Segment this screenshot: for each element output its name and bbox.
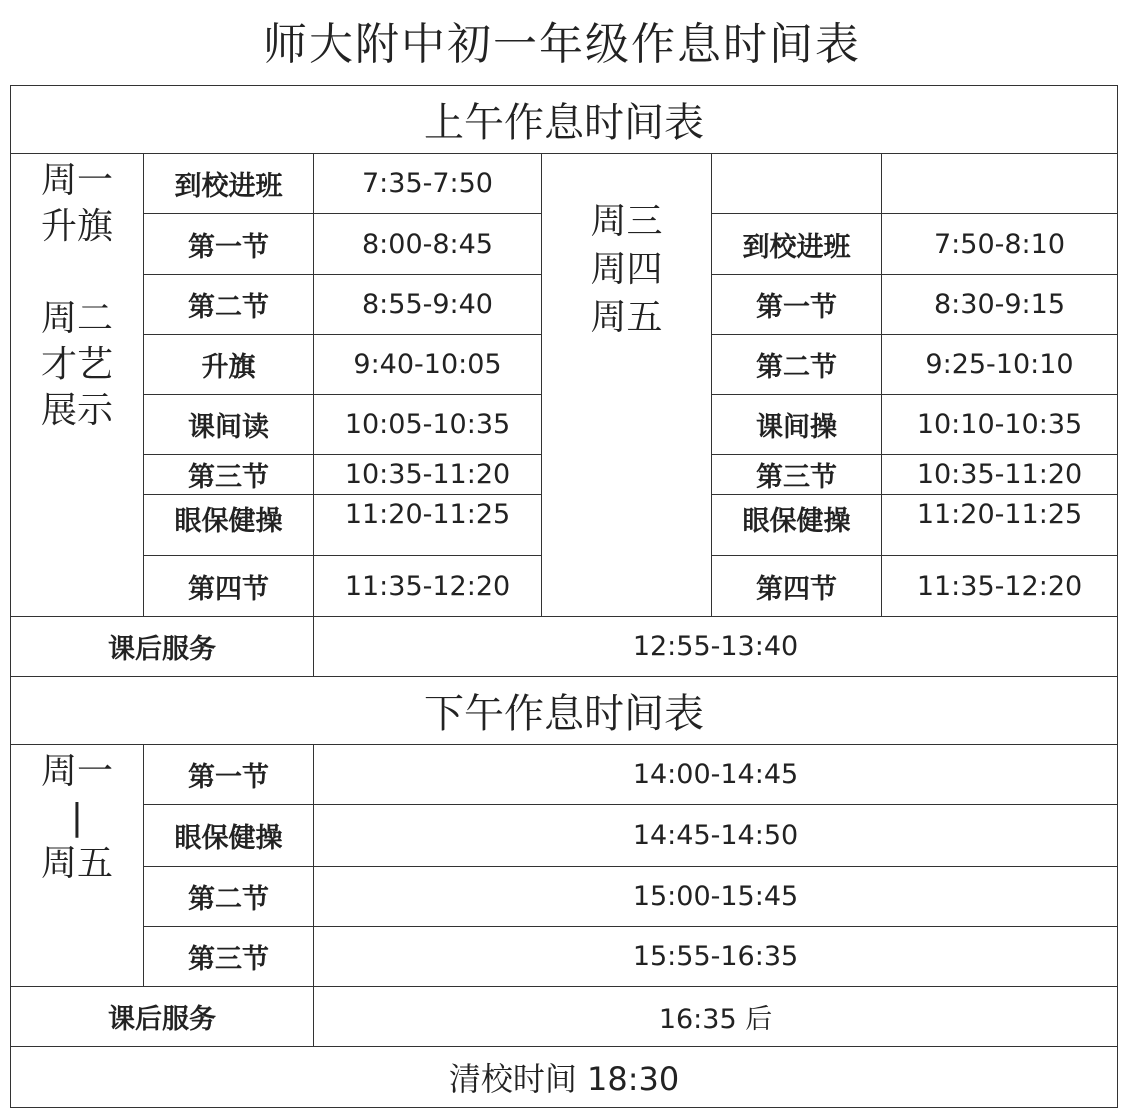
right-label: 第一节 [712,275,882,335]
pm-after-service-time: 16:35 后 [314,987,1118,1047]
morning-header: 上午作息时间表 [11,86,1118,154]
pm-label: 第二节 [144,867,314,927]
right-label: 第三节 [712,455,882,495]
closing-time: 清校时间 18:30 [11,1047,1118,1108]
left-label: 第四节 [144,556,314,617]
morning-right-days: 周三 周四 周五 [542,154,712,617]
right-time: 9:25-10:10 [882,335,1118,395]
right-time: 11:20-11:25 [882,495,1118,556]
left-label: 眼保健操 [144,495,314,556]
right-time: 8:30-9:15 [882,275,1118,335]
left-time: 11:35-12:20 [314,556,542,617]
pm-time: 14:00-14:45 [314,745,1118,805]
schedule-table [10,85,1118,1108]
pm-after-service-label: 课后服务 [11,987,314,1047]
left-time: 9:40-10:05 [314,335,542,395]
page-title: 师大附中初一年级作息时间表 [263,19,861,70]
left-time: 8:55-9:40 [314,275,542,335]
left-label: 升旗 [144,335,314,395]
pm-label: 第一节 [144,745,314,805]
right-label: 第二节 [712,335,882,395]
right-label: 眼保健操 [712,495,882,556]
right-label [712,154,882,214]
left-time: 10:35-11:20 [314,455,542,495]
after-service-label: 课后服务 [11,617,314,677]
right-label: 到校进班 [712,214,882,275]
right-time: 7:50-8:10 [882,214,1118,275]
pm-time: 15:00-15:45 [314,867,1118,927]
right-time: 10:35-11:20 [882,455,1118,495]
afternoon-days: 周一 | 周五 [11,745,144,987]
left-label: 第二节 [144,275,314,335]
right-time: 10:10-10:35 [882,395,1118,455]
pm-label: 第三节 [144,927,314,987]
left-label: 第三节 [144,455,314,495]
right-time: 11:35-12:20 [882,556,1118,617]
after-service-time: 12:55-13:40 [314,617,1118,677]
left-time: 11:20-11:25 [314,495,542,556]
left-label: 课间读 [144,395,314,455]
left-time: 10:05-10:35 [314,395,542,455]
right-label: 第四节 [712,556,882,617]
left-time: 8:00-8:45 [314,214,542,275]
left-time: 7:35-7:50 [314,154,542,214]
pm-time: 15:55-16:35 [314,927,1118,987]
pm-label: 眼保健操 [144,805,314,867]
pm-time: 14:45-14:50 [314,805,1118,867]
left-label: 到校进班 [144,154,314,214]
right-time [882,154,1118,214]
morning-left-days: 周一 升旗 周二 才艺 展示 [11,154,144,617]
afternoon-header: 下午作息时间表 [11,677,1118,745]
right-label: 课间操 [712,395,882,455]
left-label: 第一节 [144,214,314,275]
